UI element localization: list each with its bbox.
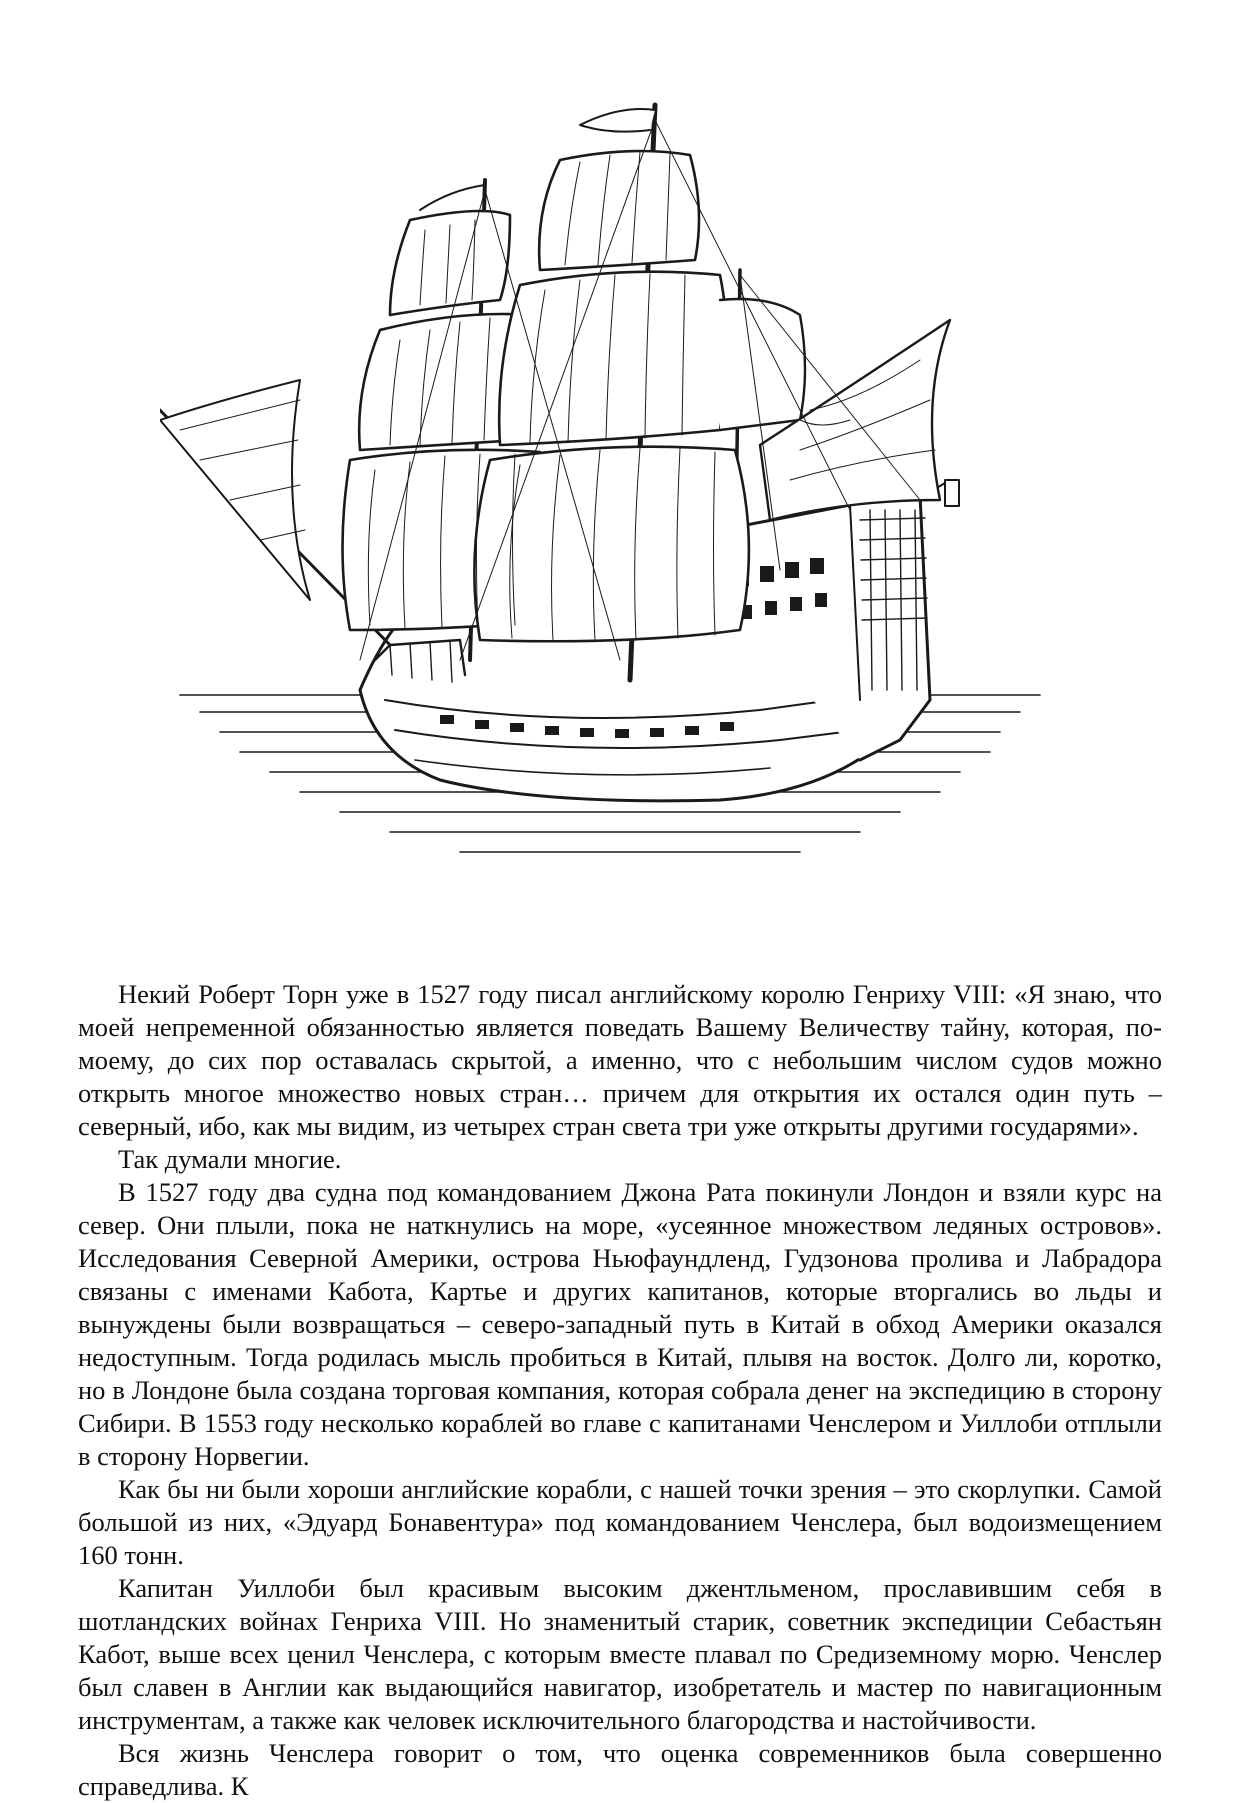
paragraph-rut-expedition: В 1527 году два судна под командованием Джона Рата покинули Лондон и взяли курс на север. Они плыли, пока не наткнулись на море, «усеянное множеством ледяных островов». Исследования Северной Америки, острова Ньюфаундленд, Гудзонова пролива и Лабрадора связаны с именами Кабота, Картье и других капитанов, которые вторгались во льды и вынуждены были возвращаться – северо-западный путь в Китай в обход Америки оказался недоступным. Тогда родилась мысль пробиться в Китай, плывя на восток. Долго ли, коротко, но в Лондоне была создана торговая компания, которая собрала денег на экспедицию в сторону Сибири. В 1553 году несколько кораблей во главе с капитанами Ченслером и Уиллоби отплыли в сторону Норвегии. <box>78 1177 1162 1471</box>
sailing-ship-illustration <box>160 100 1060 960</box>
article-text <box>78 978 1162 1803</box>
paragraph-ships-size: Как бы ни были хороши английские корабли, с нашей точки зрения – это скорлупки. Самой большой из них, «Эдуард Бонавентура» под командованием Ченслера, был водоизмещением 160 тонн. <box>78 1474 1162 1570</box>
paragraph-willoughby-chancellor: Капитан Уиллоби был красивым высоким джентльменом, прославившим себя в шотландских войнах Генриха VIII. Но знаменитый старик, советник экспедиции Себастьян Кабот, выше всех ценил Ченслера, с которым вместе плавал по Средиземному морю. Ченслер был славен в Англии как выдающийся навигатор, изобретатель и мастер по навигационным инструментам, а также как человек исключительного благородства и настойчивости. <box>78 1573 1162 1735</box>
sailing-ship-icon <box>160 100 1060 960</box>
paragraph-thorne-letter: Некий Роберт Торн уже в 1527 году писал английскому королю Генриху VIII: «Я знаю, что моей непременной обязанностью является поведать Вашему Величеству тайну, которая, по-моему, до сих пор оставалась скрытой, а именно, что с небольшим числом судов можно открыть многое множество новых стран… причем для открытия их остался один путь – северный, ибо, как мы видим, из четырех стран света три уже открыты другими государями». <box>78 979 1162 1141</box>
paragraph-chancellor-life: Вся жизнь Ченслера говорит о том, что оценка современников была совершенно справедлива. К <box>78 1738 1162 1801</box>
paragraph-many-thought: Так думали многие. <box>118 1144 342 1174</box>
